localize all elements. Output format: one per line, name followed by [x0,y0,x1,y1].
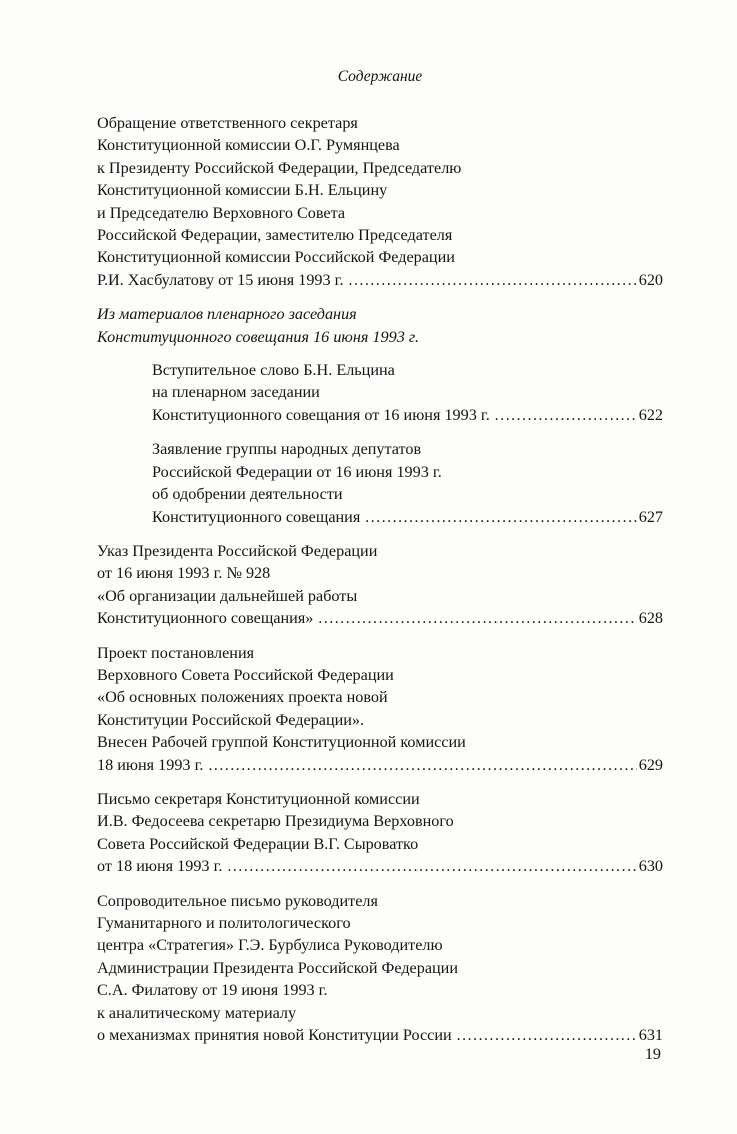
toc-line: Гуманитарного и политологического [97,914,351,932]
toc-leader-line [97,855,663,878]
toc-line: Вступительное слово Б.Н. Ельцина [152,361,395,380]
toc-entry [97,438,663,529]
toc-line: и Председателю Верховного Совета [97,203,346,222]
toc-leader-line [152,506,663,529]
toc-line: «Об организации дальнейшей работы [97,586,358,605]
toc-leader-line [97,1024,663,1047]
toc-entry-text: Конституционного совещания от 16 июня 1993 г. [152,405,490,424]
dot-leader [349,269,637,292]
dot-leader [208,754,636,777]
toc-entry-text: Конституционного совещания [152,507,361,526]
toc-line: Конституционной комиссии Российской Федерации [97,248,455,267]
toc-entry [97,890,663,1048]
toc-entry [97,359,663,427]
toc-line: Из материалов пленарного заседания [97,305,357,324]
toc-line: И.В. Федосеева секретарю Президиума Верховного [97,812,454,831]
toc-entry-page-number: 620 [638,270,663,289]
toc-entry-page-number: 631 [638,1026,663,1045]
toc-entry [97,642,663,777]
toc-line: Конституционной комиссии О.Г. Румянцева [97,136,400,155]
toc-entry-page-number: 630 [638,857,663,876]
toc-line: Верховного Совета Российской Федерации [97,665,394,684]
toc-line: на пленарном заседании [152,383,320,402]
toc-leader-line [152,404,663,427]
toc-line: С.А. Филатову от 19 июня 1993 г. [97,981,328,1000]
dot-leader [227,855,636,878]
toc-entry-page-number: 622 [638,405,663,424]
toc-entry-page-number: 629 [638,755,663,774]
toc-entry [97,788,663,879]
toc-section-heading [97,303,663,348]
dot-leader [318,607,636,630]
toc-entry-page-number: 628 [638,609,663,628]
toc-line: Администрации Президента Российской Федерации [97,958,459,977]
toc-leader-line [97,269,663,292]
toc-line: Российской Федерации, заместителю Председателя [97,226,453,245]
toc-line: Конституционной комиссии Б.Н. Ельцину [97,181,388,200]
toc-entry-text: от 18 июня 1993 г. [97,857,223,876]
page-number: 19 [644,1045,661,1063]
toc-line: Проект постановления [97,643,255,662]
toc-line: «Об основных положениях проекта новой [97,688,388,707]
toc-line: Совета Российской Федерации В.Г. Сыроватко [97,834,419,853]
toc-line: Конституционного совещания 16 июня 1993 г. [97,327,420,346]
toc-line: к Президенту Российской Федерации, Председателю [97,158,462,177]
toc-line: Письмо секретаря Конституционной комиссии [97,789,420,808]
toc-leader-line [97,607,663,630]
page-title: Содержание [337,68,423,85]
toc-entry [97,112,663,292]
toc-line: Обращение ответственного секретаря [97,114,358,132]
dot-leader [365,506,636,529]
toc-line: Указ Президента Российской Федерации [97,541,378,560]
toc-entry-page-number: 627 [638,507,663,526]
dot-leader [457,1024,637,1047]
toc-line: Российской Федерации от 16 июня 1993 г. [152,462,442,481]
toc-leader-line [97,754,663,777]
toc-entry-text: Р.И. Хасбулатову от 15 июня 1993 г. [97,270,344,289]
toc-line: Конституции Российской Федерации». [97,710,365,729]
toc-line: центра «Стратегия» Г.Э. Бурбулиса Руководителю [97,936,443,955]
toc-line: Заявление группы народных депутатов [152,440,422,459]
toc-line: от 16 июня 1993 г. № 928 [97,564,271,583]
toc-line: об одобрении деятельности [152,485,343,504]
dot-leader [495,404,637,427]
toc-entry [97,540,663,631]
toc-entry-text: 18 июня 1993 г. [97,755,204,774]
toc-line: к аналитическому материалу [97,1003,297,1022]
toc-line: Сопроводительное письмо руководителя [97,891,378,910]
toc-entry-text: Конституционного совещания» [97,609,314,628]
toc-line: Внесен Рабочей группой Конституционной комиссии [97,733,466,752]
toc-entry-text: о механизмах принятия новой Конституции России [97,1026,452,1045]
toc-list [97,112,663,1047]
